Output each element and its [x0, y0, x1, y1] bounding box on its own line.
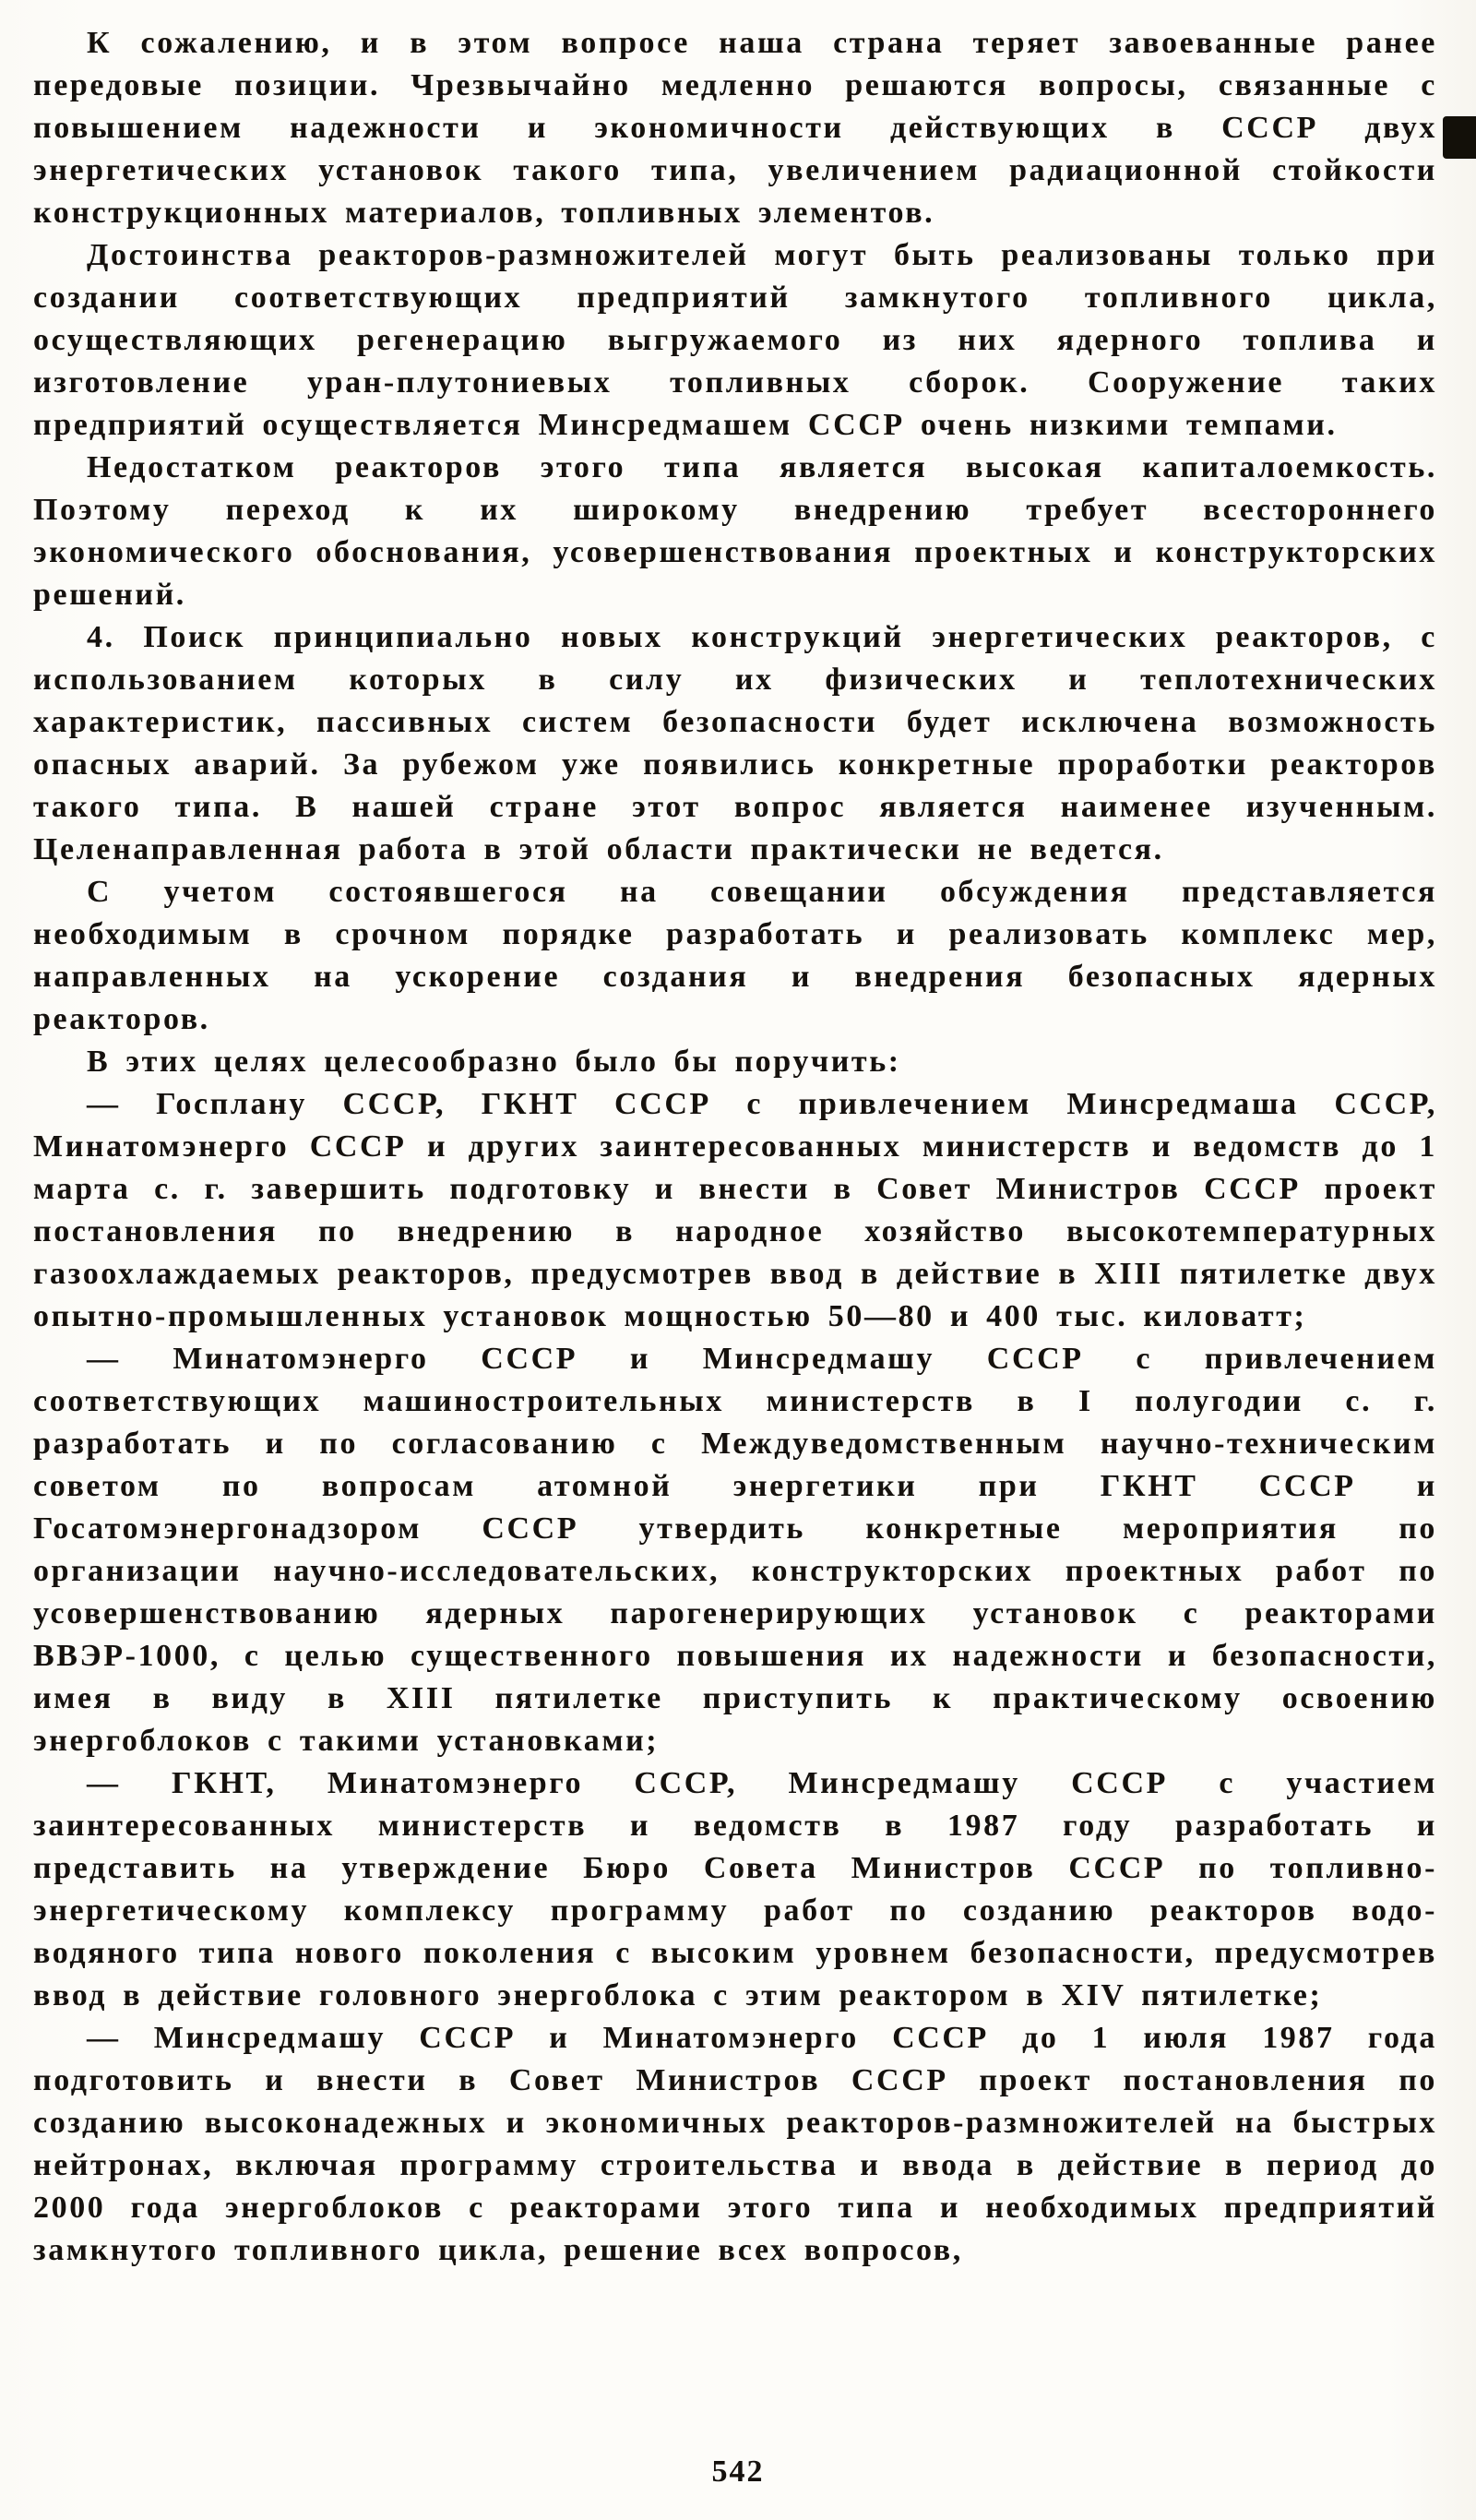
paragraph-item-4-new-designs: 4. Поиск принципиально новых конструкций энергетических реакторов, с использованием которых в силу их физических и теплотехнических характеристик, пассивных систем безопасности будет исключена возможность опасных аварий. За рубежом уже появились конкретные проработки реакторов такого типа. В нашей стране этот вопрос является наименее изученным. Целенаправленная работа в этой области практически не ведется. [33, 620, 1437, 866]
paragraph-assignment-gosplan: — Госплану СССР, ГКНТ СССР с привлечением Минсредмаша СССР, Минатомэнерго СССР и других заинтересованных министерств и ведомств до 1 марта с. г. завершить подготовку и внести в Совет Министров СССР проект постановления по внедрению в народное хозяйство высокотемпературных газоохлаждаемых реакторов, предусмотрев ввод в действие в XIII пятилетке двух опытно-промышленных установок мощностью 50—80 и 400 тыс. киловатт; [33, 1087, 1437, 1333]
paragraph-capital-intensity: Недостатком реакторов этого типа является высокая капиталоемкость. Поэтому переход к их широкому внедрению требует всестороннего экономического обоснования, усовершенствования проектных и конструкторских решений. [33, 450, 1437, 612]
paragraph-intro-positions: К сожалению, и в этом вопросе наша страна теряет завоеванные ранее передовые позиции. Чрезвычайно медленно решаются вопросы, связанные с повышением надежности и экономичности действующих в СССР двух энергетических установок такого типа, увеличением радиационной стойкости конструкционных материалов, топливных элементов. [33, 26, 1437, 230]
paragraph-meeting-conclusions: С учетом состоявшегося на совещании обсуждения представляется необходимым в срочном порядке разработать и реализовать комплекс мер, направленных на ускорение создания и внедрения безопасных ядерных реакторов. [33, 875, 1437, 1036]
document-body-text [33, 22, 1437, 2272]
paragraph-assignments-lead-in: В этих целях целесообразно было бы поручить: [87, 1045, 901, 1079]
page-number: 542 [711, 2454, 765, 2489]
paragraph-assignment-minatomenergo: — Минатомэнерго СССР и Минсредмашу СССР с привлечением соответствующих машиностроительных министерств в I полугодии с. г. разработать и по согласованию с Междуведомственным научно-техническим советом по вопросам атомной энергетики при ГКНТ СССР и Госатомэнергонадзором СССР утвердить конкретные мероприятия по организации научно-исследовательских, конструкторских проектных работ по усовершенствованию ядерных парогенерирующих установок с реакторами ВВЭР-1000, с целью существенного повышения их надежности и безопасности, имея в виду в XIII пятилетке приступить к практическому освоению энергоблоков с такими установками; [33, 1342, 1437, 1758]
paragraph-breeder-reactors: Достоинства реакторов-размножителей могут быть реализованы только при создании соответствующих предприятий замкнутого топливного цикла, осуществляющих регенерацию выгружаемого из них ядерного топлива и изготовление уран-плутониевых топливных сборок. Сооружение таких предприятий осуществляется Минсредмашем СССР очень низкими темпами. [33, 238, 1437, 442]
paragraph-assignment-gknt: — ГКНТ, Минатомэнерго СССР, Минсредмашу СССР с участием заинтересованных министерств и ведомств в 1987 году разработать и представить на утверждение Бюро Совета Министров СССР по топливно-энергетическому комплексу программу работ по созданию реакторов водо-водяного типа нового поколения с высоким уровнем безопасности, предусмотрев ввод в действие головного энергоблока с этим реактором в XIV пятилетке; [33, 1766, 1437, 2012]
scan-artifact-mark [1443, 116, 1476, 159]
paragraph-assignment-minsredmash: — Минсредмашу СССР и Минатомэнерго СССР до 1 июля 1987 года подготовить и внести в Совет Министров СССР проект постановления по созданию высоконадежных и экономичных реакторов-размножителей на быстрых нейтронах, включая программу строительства и ввода в действие в период до 2000 года энергоблоков с реакторами этого типа и необходимых предприятий замкнутого топливного цикла, решение всех вопросов, [33, 2021, 1437, 2267]
